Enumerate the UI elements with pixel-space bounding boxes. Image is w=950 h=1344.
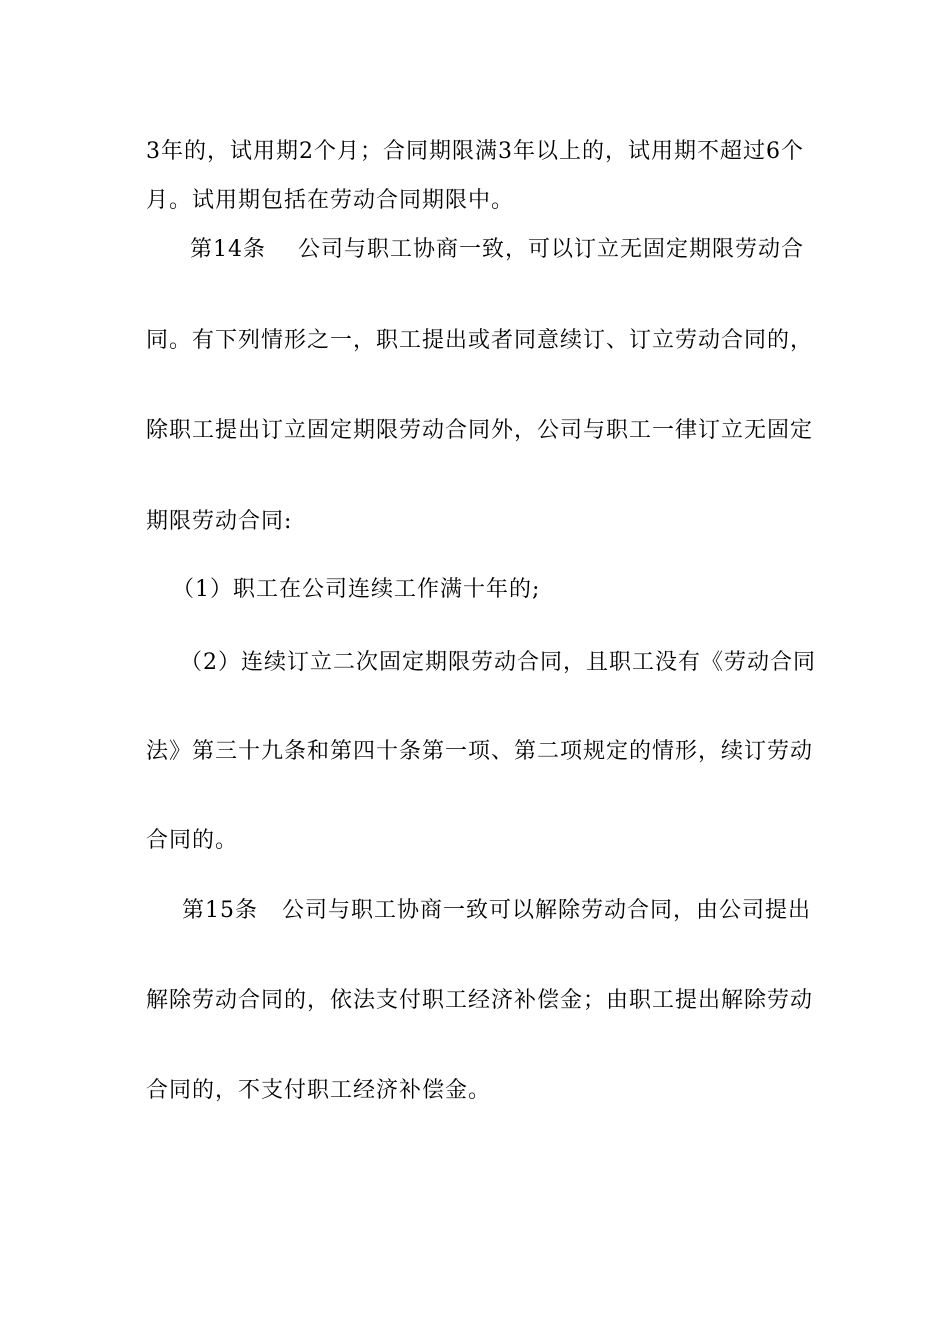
list-item-1: （1）职工在公司连续工作满十年的; <box>172 577 541 602</box>
text-line-13: 合同的，不支付职工经济补偿金。 <box>146 1078 492 1103</box>
text-line-5: 除职工提出订立固定期限劳动合同外，公司与职工一律订立无固定 <box>146 418 814 443</box>
text-line-4: 同。有下列情形之一，职工提出或者同意续订、订立劳动合同的， <box>146 328 814 353</box>
text-line-9: 法》第三十九条和第四十条第一项、第二项规定的情形，续订劳动 <box>146 739 814 764</box>
text-line-2: 月。试用期包括在劳动合同期限中。 <box>146 188 515 213</box>
text-line-1: 3年的，试用期2个月；合同期限满3年以上的，试用期不超过6个 <box>146 139 804 164</box>
text-line-6: 期限劳动合同: <box>146 509 293 534</box>
text-line-10: 合同的。 <box>146 828 239 853</box>
article-14-heading-line: 第14条 公司与职工协商一致，可以订立无固定期限劳动合 <box>190 237 804 262</box>
text-line-12: 解除劳动合同的，依法支付职工经济补偿金；由职工提出解除劳动 <box>146 988 814 1013</box>
article-15-heading-line: 第15条 公司与职工协商一致可以解除劳动合同，由公司提出 <box>182 898 811 923</box>
list-item-2: （2）连续订立二次固定期限劳动合同，且职工没有《劳动合同 <box>180 650 816 675</box>
